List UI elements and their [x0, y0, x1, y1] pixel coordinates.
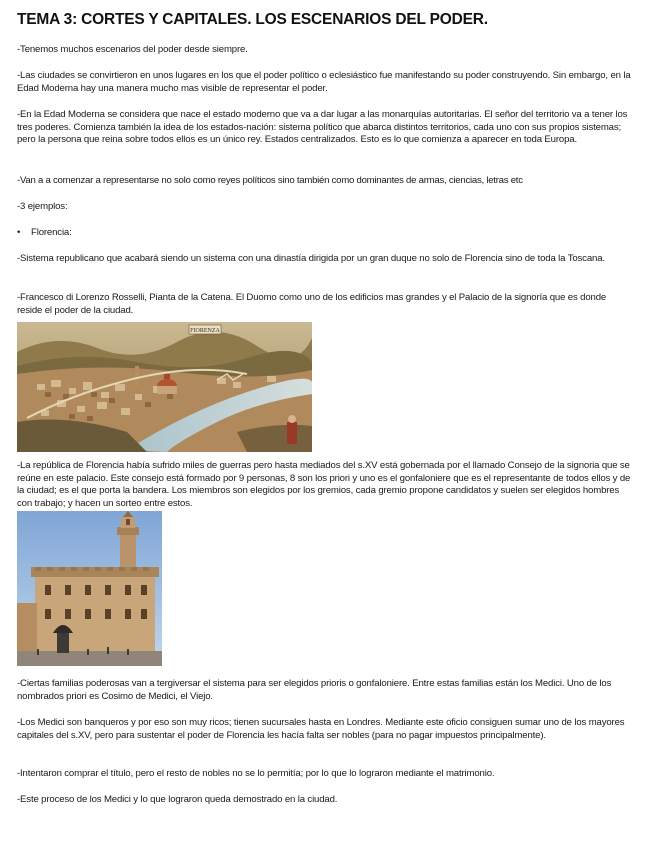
paragraph-city-demo: -Este proceso de los Medici y lo que lograron queda demostrado en la ciudad.	[17, 794, 338, 805]
paragraph-intro: -Tenemos muchos escenarios del poder desde siempre.	[17, 44, 248, 55]
paragraph-families: -Ciertas familias poderosas van a tergiversar el sistema para ser elegidos prioris o gonfaloniere. Entre estas familias están los Medici. Uno de los nombrados priori es Cosimo de Medici, el Viejo.	[17, 678, 612, 702]
paragraph-rosselli: -Francesco di Lorenzo Rosselli, Pianta de la Catena. El Duomo como uno de los edificios mas grandes y el Palacio de la signoría que es donde reside el poder de la ciudad.	[17, 292, 607, 316]
paragraph-representation: -Van a a comenzar a representarse no solo como reyes políticos sino también como dominantes de armas, ciencias, letras etc	[17, 175, 523, 186]
paragraph-cities: -Las ciudades se convirtieron en unos lugares en los que el poder político o eclesiástico fue manifestando su poder construyendo. Sin embargo, en la Edad Moderna hay una manera mucho mas visible de representar el poder.	[17, 70, 631, 94]
map-banner-text: FIORENZA	[190, 328, 220, 334]
palazzo-vecchio-image	[17, 511, 162, 666]
paragraph-modern-state: -En la Edad Moderna se considera que nace el estado moderno que va a dar lugar a las monarquías autoritarias. El señor del territorio va a tener los tres poderes. Comienza también la idea de los estados-nación: sistema político que abarca distintos territorios, cada uno con sus propios sistemas; pero la persona que reina sobre todos ellos es un único rey. Estados centralizados. Esto es lo que comienza a aparecer en toda Europa.	[17, 109, 628, 146]
paragraph-examples: -3 ejemplos:	[17, 201, 68, 212]
bullet-florencia	[17, 227, 633, 240]
florence-map-image	[17, 322, 312, 452]
paragraph-bankers: -Los Medici son banqueros y por eso son muy ricos; tienen sucursales hasta en Londres. Mediante este oficio consiguen sumar uno de los mayores capitales del s.XV, pero para sustentar el poder de Florencia les hacía falta ser nobles (para no pagar impuestos principalmente).	[17, 717, 625, 741]
bullet-label: Florencia:	[31, 227, 72, 238]
page-title: TEMA 3: CORTES Y CAPITALES. LOS ESCENARIOS DEL PODER.	[17, 11, 488, 28]
paragraph-republic: -Sistema republicano que acabará siendo un sistema con una dinastía dirigida por un gran duque no solo de Florencia sino de toda la Toscana.	[17, 253, 605, 264]
paragraph-title-purchase: -Intentaron comprar el título, pero el resto de nobles no se lo permitía; por lo que lo lograron mediante el matrimonio.	[17, 768, 495, 779]
bullet-symbol: •	[17, 227, 21, 238]
paragraph-signoria: -La república de Florencia había sufrido miles de guerras pero hasta mediados del s.XV está gobernada por el llamado Consejo de la signoria que se reúne en este palacio. Este consejo está formado por 9 personas, 8 son los priori y uno es el gonfaloniere que es el representante de todos ellos y de la ciudad; es el que porta la bandera. Los miembros son elegidos por los gremios, cada gremio propone candidatos y suelen ser elegidos hombres con trabajo; y hacen un sorteo entre estos.	[17, 460, 631, 509]
